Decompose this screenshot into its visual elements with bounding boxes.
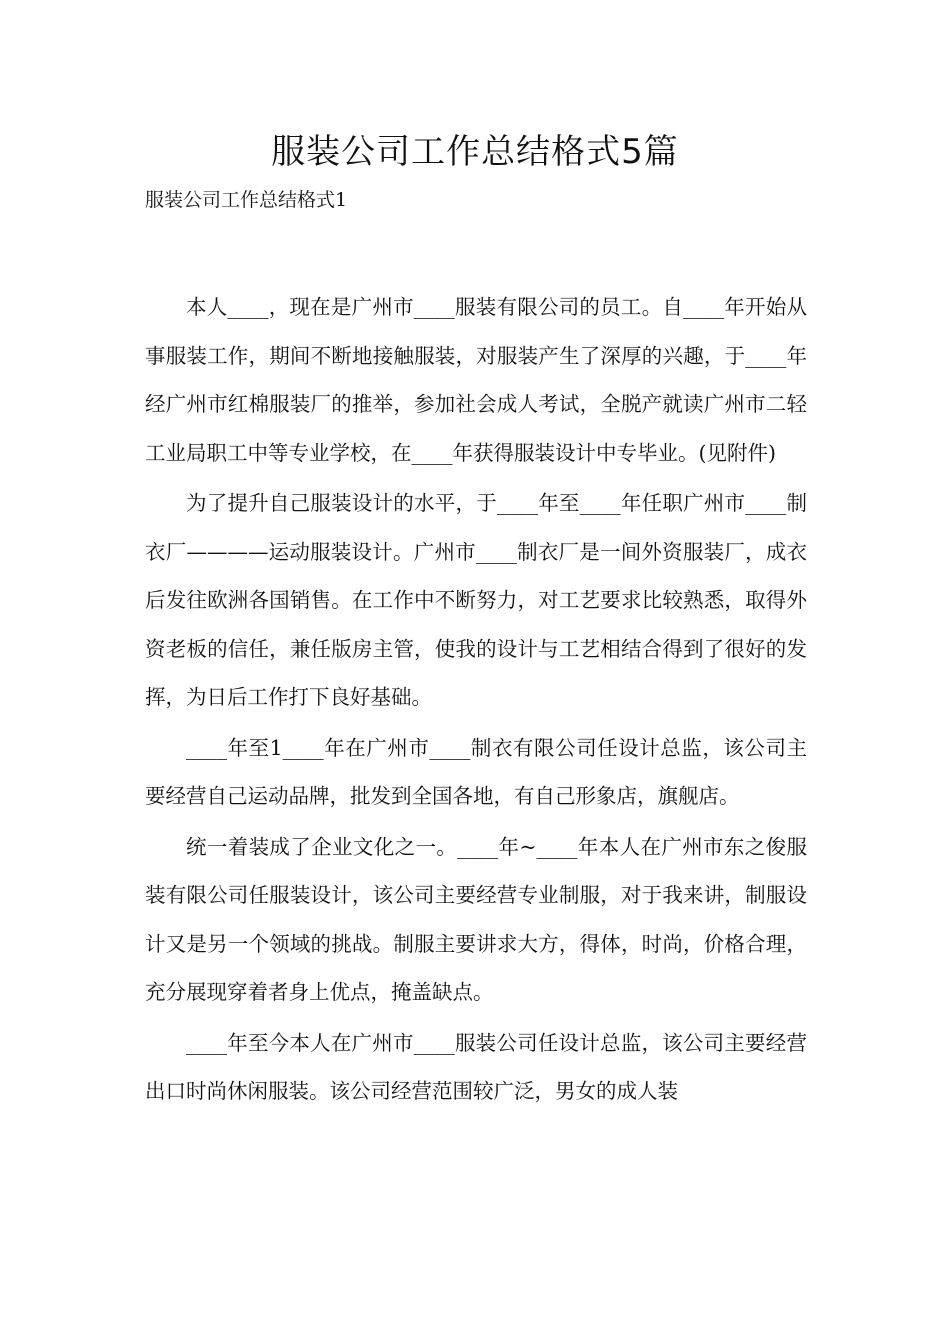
paragraph: ____年至今本人在广州市____服装公司任设计总监，该公司主要经营出口时尚休闲服装。该公司经营范围较广泛，男女的成人装 <box>145 1030 807 1103</box>
paragraph: 统一着装成了企业文化之一。____年~____年本人在广州市东之俊服装有限公司任服装设计，该公司主要经营专业制服，对于我来讲，制服设计又是另一个领域的挑战。制服主要讲求大方，得体，时尚，价格合理，充分展现穿着者身上优点，掩盖缺点。 <box>145 834 807 1004</box>
paragraph: 本人____，现在是广州市____服装有限公司的员工。自____年开始从事服装工作，期间不断地接触服装，对服装产生了深厚的兴趣，于____年经广州市红棉服装厂的推举，参加社会成人考试，全脱产就读广州市二轻工业局职工中等专业学校，在____年获得服装设计中专毕业。(见附件) <box>145 295 807 465</box>
document-title: 服装公司工作总结格式5篇 <box>271 132 679 172</box>
document-body <box>145 283 807 1118</box>
document-subtitle: 服装公司工作总结格式1 <box>145 189 348 211</box>
paragraph: 为了提升自己服装设计的水平，于____年至____年任职广州市____制衣厂————运动服装设计。广州市____制衣厂是一间外资服装厂，成衣后发往欧洲各国销售。在工作中不断努力，对工艺要求比较熟悉，取得外资老板的信任，兼任版房主管，使我的设计与工艺相结合得到了很好的发挥，为日后工作打下良好基础。 <box>145 491 807 709</box>
paragraph: ____年至1____年在广州市____制衣有限公司任设计总监，该公司主要经营自己运动品牌，批发到全国各地，有自己形象店，旗舰店。 <box>145 735 807 808</box>
